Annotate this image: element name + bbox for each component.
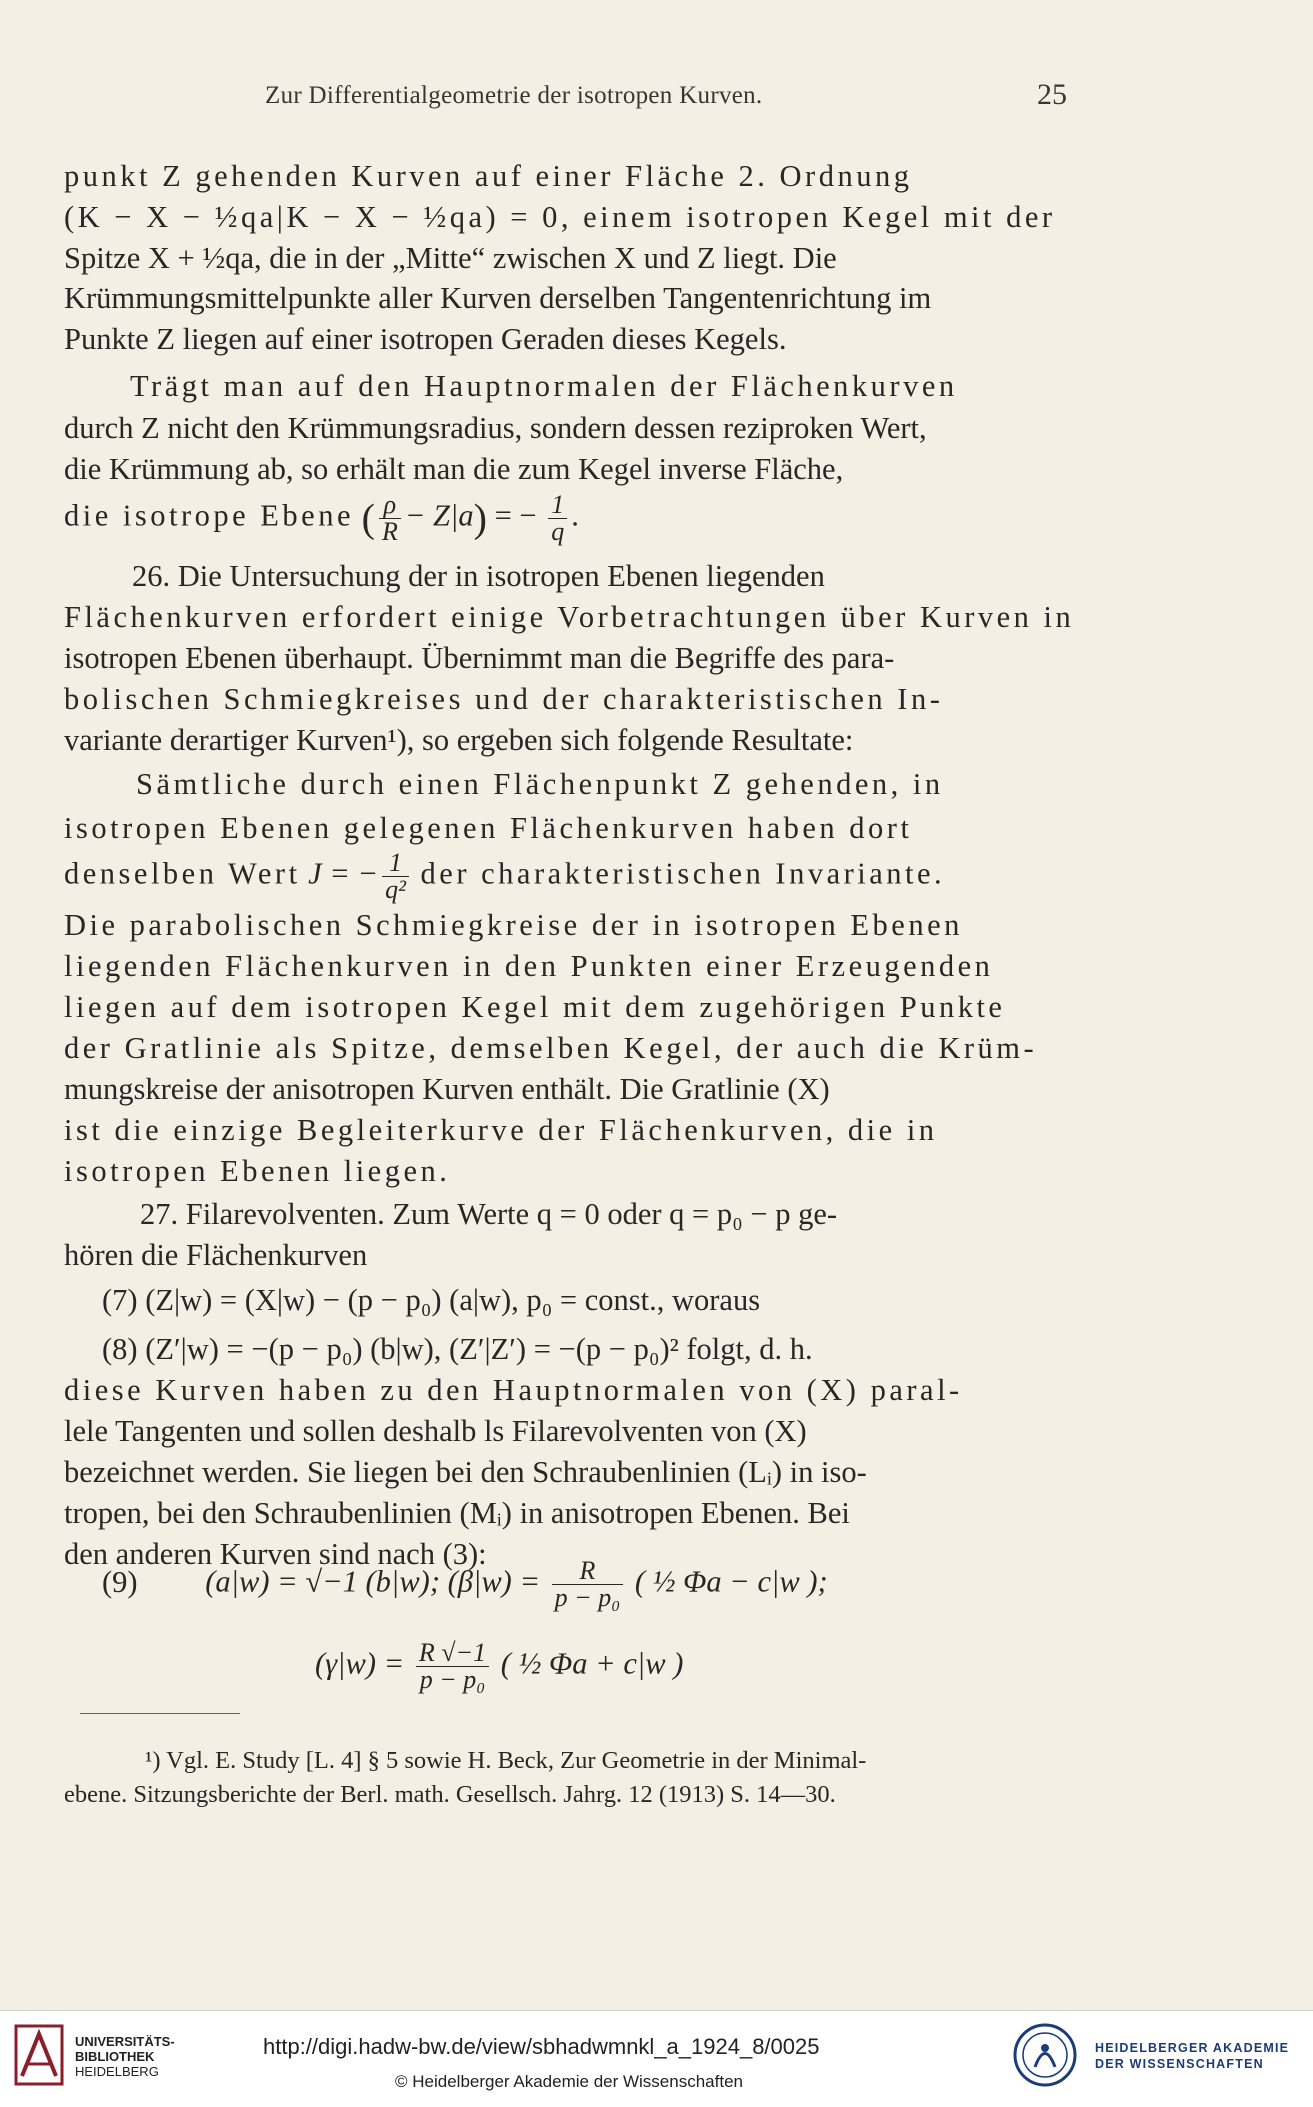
formula-fragment: (γ|w) =	[315, 1646, 405, 1681]
ub-line: UNIVERSITÄTS-	[75, 2034, 175, 2049]
text-line: die Krümmung ab, so erhält man die zum Kegel inverse Fläche,	[64, 452, 844, 486]
fraction-denominator: p − p₀	[419, 1665, 486, 1694]
formula-fragment: J = −	[308, 856, 379, 891]
formula-line	[64, 850, 1084, 906]
text-line: isotropen Ebenen überhaupt. Übernimmt man die Begriffe des para-	[64, 641, 895, 675]
text-line: tropen, bei den Schraubenlinien (Mᵢ) in anisotropen Ebenen. Bei	[64, 1496, 850, 1530]
text-line: 27. Filarevolventen. Zum Werte q = 0 oder q = p₀ − p ge-	[140, 1197, 838, 1231]
fraction-numerator: 1	[382, 850, 409, 877]
fraction	[552, 1558, 624, 1611]
ub-line: HEIDELBERG	[75, 2064, 159, 2079]
fraction	[379, 492, 401, 545]
formula-fragment: = −	[494, 498, 537, 533]
university-library-name	[75, 2034, 175, 2079]
equation-9-gamma	[315, 1640, 1313, 1700]
formula-fragment: ( ½ Φa − c|w );	[634, 1564, 828, 1599]
text-line: punkt Z gehenden Kurven auf einer Fläche 2. Ordnung	[64, 159, 913, 193]
text-line: isotropen Ebenen gelegenen Flächenkurven haben dort	[64, 811, 913, 845]
fraction-denominator: p − p₀	[554, 1583, 621, 1612]
equation-7: (7) (Z|w) = (X|w) − (p − p₀) (a|w), p₀ = const., woraus	[102, 1283, 761, 1317]
text-line: liegenden Flächenkurven in den Punkten einer Erzeugenden	[64, 949, 994, 983]
page-number: 25	[1037, 78, 1067, 111]
formula-fragment: .	[571, 498, 579, 533]
text-line: variante derartiger Kurven¹), so ergeben sich folgende Resultate:	[64, 723, 854, 757]
text-fragment: der charakteristischen Invariante.	[420, 856, 946, 891]
text-line: bolischen Schmiegkreises und der charakteristischen In-	[64, 682, 944, 716]
text-line: ist die einzige Begleiterkurve der Flächenkurven, die in	[64, 1113, 938, 1147]
text-line: Sämtliche durch einen Flächenpunkt Z gehenden, in	[136, 767, 944, 801]
formula-fragment: ( ½ Φa + c|w )	[500, 1646, 684, 1681]
formula-line: die isotrope Ebene ( $\frac{\rho}{R}$ − Z|a) = − $\frac{1}{q}$ .	[64, 490, 579, 546]
text-line: 26. Die Untersuchung der in isotropen Ebenen liegenden	[132, 559, 825, 593]
text-line: der Gratlinie als Spitze, demselben Kegel, der auch die Krüm-	[64, 1031, 1038, 1065]
fraction-denominator: q²	[385, 875, 406, 904]
fraction	[548, 492, 567, 545]
text-line: Krümmungsmittelpunkte aller Kurven derselben Tangentenrichtung im	[64, 281, 932, 315]
text-line: Die parabolischen Schmiegkreise der in isotropen Ebenen	[64, 908, 963, 942]
text-line: hören die Flächenkurven	[64, 1238, 368, 1272]
text-line: Trägt man auf den Hauptnormalen der Flächenkurven	[130, 369, 958, 403]
text-line: isotropen Ebenen liegen.	[64, 1154, 451, 1188]
running-header: Zur Differentialgeometrie der isotropen Kurven.	[265, 82, 763, 109]
text-line: mungskreise der anisotropen Kurven enthält. Die Gratlinie (X)	[64, 1072, 830, 1106]
academy-name	[1095, 2040, 1289, 2072]
footnote-rule	[80, 1713, 240, 1714]
text-line: den anderen Kurven sind nach (3):	[64, 1537, 487, 1571]
formula-fragment: − Z|a	[404, 498, 474, 533]
copyright-notice: © Heidelberger Akademie der Wissenschaften	[395, 2072, 743, 2091]
academy-seal-icon	[1010, 2022, 1080, 2088]
fraction	[416, 1640, 489, 1693]
equation-9	[102, 1520, 1122, 1628]
ub-line: BIBLIOTHEK	[75, 2049, 155, 2064]
text-line: durch Z nicht den Krümmungsradius, sondern dessen reziproken Wert,	[64, 411, 927, 445]
equation-8: (8) (Z′|w) = −(p − p₀) (b|w), (Z′|Z′) = −(p − p₀)² folgt, d. h.	[102, 1332, 813, 1366]
footnote-line: ebene. Sitzungsberichte der Berl. math. Gesellsch. Jahrg. 12 (1913) S. 14—30.	[64, 1781, 836, 1808]
text-fragment: die isotrope Ebene	[64, 498, 354, 533]
fraction-numerator: 1	[548, 492, 567, 519]
academy-line: DER WISSENSCHAFTEN	[1095, 2057, 1264, 2071]
fraction	[382, 850, 409, 903]
permalink-url[interactable]: http://digi.hadw-bw.de/view/sbhadwmnkl_a_1924_8/0025	[263, 2034, 820, 2059]
university-library-logo-icon	[14, 2024, 64, 2086]
footnote-line: ¹) Vgl. E. Study [L. 4] § 5 sowie H. Beck, Zur Geometrie in der Minimal-	[145, 1747, 867, 1774]
text-line: (K − X − ½qa|K − X − ½qa) = 0, einem isotropen Kegel mit der	[64, 200, 1056, 234]
formula-fragment: (a|w) = √−1 (b|w); (β|w) =	[205, 1564, 541, 1599]
fraction-denominator: q	[551, 517, 565, 546]
fraction-denominator: R	[381, 517, 398, 546]
text-fragment: denselben Wert	[64, 856, 301, 891]
fraction-numerator: R √−1	[416, 1640, 489, 1667]
fraction-numerator: R	[552, 1558, 624, 1585]
fraction-numerator: ρ	[379, 492, 401, 519]
equation-number: (9)	[102, 1564, 138, 1599]
text-line: bezeichnet werden. Sie liegen bei den Schraubenlinien (Lᵢ) in iso-	[64, 1455, 867, 1489]
text-line: Flächenkurven erfordert einige Vorbetrachtungen über Kurven in	[64, 600, 1075, 634]
text-line: Spitze X + ½qa, die in der „Mitte“ zwischen X und Z liegt. Die	[64, 241, 837, 275]
text-line: liegen auf dem isotropen Kegel mit dem zugehörigen Punkte	[64, 990, 1006, 1024]
text-line: diese Kurven haben zu den Hauptnormalen von (X) paral-	[64, 1373, 963, 1407]
text-line: lele Tangenten und sollen deshalb ls Filarevolventen von (X)	[64, 1414, 807, 1448]
text-line: Punkte Z liegen auf einer isotropen Geraden dieses Kegels.	[64, 322, 787, 356]
academy-line: HEIDELBERGER AKADEMIE	[1095, 2041, 1290, 2055]
